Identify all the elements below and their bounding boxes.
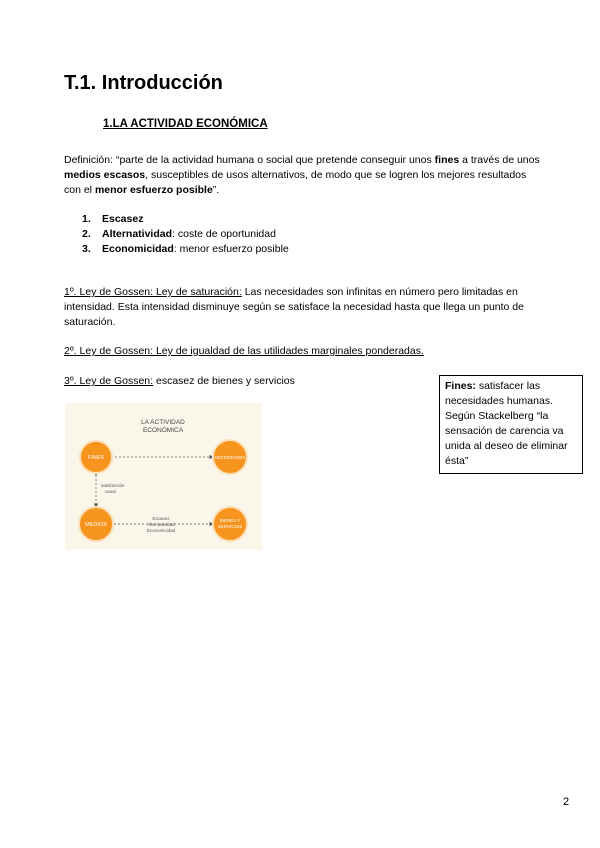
- page-title: T.1. Introducción: [64, 72, 223, 94]
- list-rest: : menor esfuerzo posible: [173, 243, 289, 255]
- definition-text: a través de unos: [459, 154, 540, 166]
- node-bienes-label-1: BIENES Y: [219, 518, 241, 523]
- mid-label-2: Alternatividad: [147, 522, 175, 527]
- gossen-law-1-title: 1º. Ley de Gossen: Ley de saturación:: [64, 286, 242, 298]
- definition-text: Definición: “parte de la actividad humana o social que pretende conseguir unos: [64, 154, 435, 166]
- gossen-law-3: [64, 374, 424, 389]
- node-medios-label: MEDIOS: [85, 522, 107, 528]
- list-label: Alternatividad: [102, 228, 173, 240]
- list-item: [64, 227, 289, 242]
- economic-activity-diagram: [65, 403, 262, 550]
- node-fines-label: FINES: [87, 455, 105, 461]
- list-label: Economicidad: [102, 243, 174, 255]
- definition-fines: fines: [434, 154, 460, 166]
- definition-text: ”.: [212, 184, 220, 196]
- gossen-law-3-title: 3º. Ley de Gossen:: [64, 375, 154, 387]
- definition-paragraph: [64, 153, 544, 198]
- page-number: 2: [563, 796, 570, 808]
- definition-text: , susceptibles de usos alternativos, de modo que se logren los mejores resultados con el: [64, 169, 527, 196]
- list-number: 1.: [82, 213, 91, 225]
- mid-label-3: Economicidad: [146, 528, 176, 533]
- gossen-law-3-text: escasez de bienes y servicios: [153, 375, 295, 387]
- gossen-law-2-title: 2º. Ley de Gossen: Ley de igualdad de las utilidades marginales ponderadas.: [64, 345, 424, 357]
- list-label: Escasez: [102, 213, 144, 225]
- list-number: 3.: [82, 243, 91, 255]
- list-item: [64, 212, 289, 227]
- node-necesidades-label: NECESIDADES: [214, 455, 246, 460]
- diagram-title-line2: ECONÓMICA: [142, 427, 184, 434]
- note-label: Fines:: [445, 380, 476, 392]
- side-label-2: usual: [105, 489, 116, 494]
- gossen-law-1-text: Las necesidades son infinitas en número pero limitadas en intensidad. Esta intensidad disminuye según se satisface la necesidad hasta que llega un punto de saturación.: [64, 286, 524, 328]
- note-text: satisfacer las necesidades humanas. Según Stackelberg “la sensación de carencia va unida al deseo de eliminar ésta”: [445, 380, 568, 467]
- list-number: 2.: [82, 228, 91, 240]
- diagram-svg: [65, 403, 262, 550]
- gossen-law-1: [64, 285, 544, 330]
- gossen-law-2: [64, 344, 544, 359]
- characteristics-list: [64, 212, 289, 257]
- definition-medios: medios escasos: [64, 169, 146, 181]
- list-rest: : coste de oportunidad: [172, 228, 276, 240]
- fines-note-box: [439, 375, 583, 474]
- section-heading: 1.LA ACTIVIDAD ECONÓMICA: [103, 118, 268, 130]
- mid-label-1: Escasez: [152, 516, 170, 521]
- diagram-title-line1: LA ACTIVIDAD: [141, 419, 185, 426]
- list-item: [64, 242, 289, 257]
- node-bienes-label-2: SERVICIOS: [217, 524, 243, 529]
- definition-esfuerzo: menor esfuerzo posible: [94, 184, 213, 196]
- side-label-1: satisfacción: [101, 483, 125, 488]
